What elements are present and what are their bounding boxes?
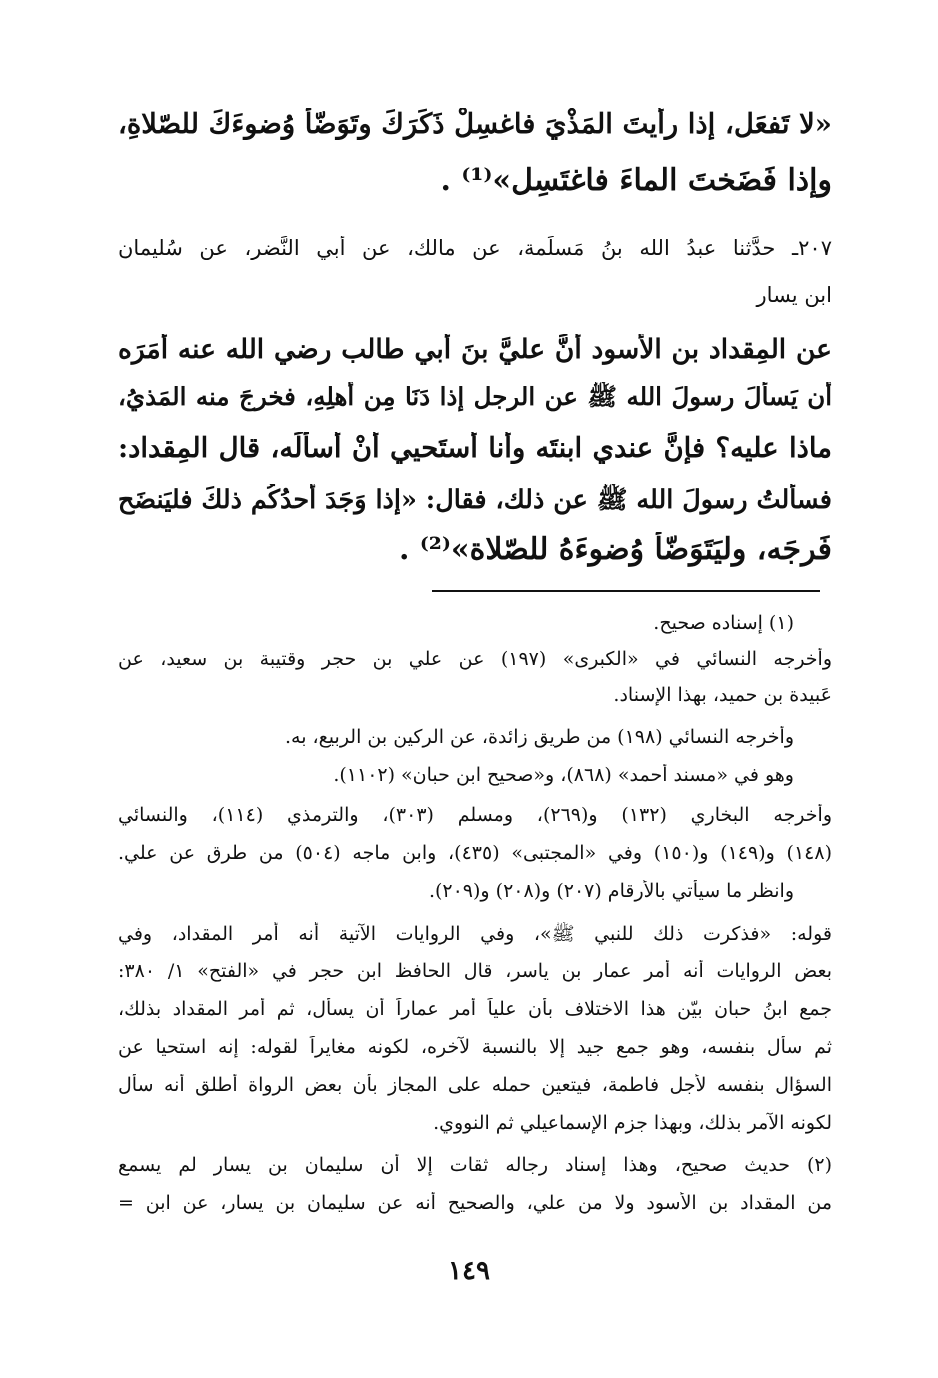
footnote-line-14: لكونه الآمر بذلك، وبهذا جزم الإسماعيلي ثم النووي. — [433, 1112, 832, 1134]
footnote-line-2: وأخرجه النسائي في «الكبرى» (١٩٧) عن علي بن حجر وقتيبة بن سعيد، عن — [118, 648, 832, 670]
footnote-line-16: من المقداد بن الأسود ولا من علي، والصحيح أنه عن سليمان بن يسار، عن ابن = — [118, 1192, 832, 1214]
footnote-line-7: (١٤٨) و(١٤٩) و(١٥٠) وفي «المجتبى» (٤٣٥)، وابن ماجه (٥٠٤) من طرق عن علي. — [118, 842, 832, 864]
footnote-line-13: السؤال بنفسه لأجل فاطمة، فيتعين حمله على المجاز بأن بعض الرواة أطلق أنه سأل — [118, 1074, 832, 1096]
footnote-line-10: بعض الروايات أنه أمر عمار بن ياسر، قال الحافظ ابن حجر في «الفتح» ١/ ٣٨٠: — [118, 960, 832, 982]
page-number: ١٤٩ — [448, 1256, 490, 1286]
footnote-line-1: (١) إسناده صحيح. — [653, 612, 794, 634]
isnad-line-2: ابن يسار — [756, 283, 832, 307]
footnote-line-9: قوله: «فذكرت ذلك للنبي ﷺ»، وفي الروايات الآتية أنه أمر المقداد، وفي — [118, 923, 832, 945]
footnote-line-15: (٢) حديث صحيح، وهذا إسناد رجاله ثقات إلا أن سليمان بن يسار لم يسمع — [118, 1154, 832, 1176]
hadith-text-line-4: أن يَسألَ رسولَ الله ﷺ عن الرجل إذا دَنَا مِن أهلِهِ، فخرجَ منه المَذيُ، — [118, 382, 832, 411]
footnote-line-6: وأخرجه البخاري (١٣٢) و(٢٦٩)، ومسلم (٣٠٣)، والترمذي (١١٤)، والنسائي — [118, 804, 832, 826]
footnote-line-3: عَبيدة بن حميد، بهذا الإسناد. — [613, 684, 832, 706]
hadith-text-line-1: «لا تَفعَل، إذا رأيتَ المَذْيَ فاغسِلْ ذَكَرَكَ وتَوَضّأ وُضوءَكَ للصّلاةِ، — [118, 108, 832, 140]
footnote-separator — [432, 590, 820, 592]
footnote-line-11: جمع ابنُ حبان بيّن هذا الاختلاف بأن علياً أمر عماراً أن يسأل، ثم أمر المقداد بذلك، — [118, 998, 832, 1020]
footnote-line-5: وهو في «مسند أحمد» (٨٦٨)، و«صحيح ابن حبان» (١١٠٢). — [333, 764, 794, 786]
hadith-text-line-7: فَرجَه، وليَتَوَضّأ وُضوءَهُ للصّلاة»⁽²⁾ . — [398, 532, 832, 567]
hadith-text-line-2: وإذا فَضَختَ الماءَ فاغتَسِل»⁽¹⁾ . — [440, 163, 832, 198]
isnad-line-1: ٢٠٧ـ حدَّثنا عبدُ الله بنُ مَسلَمة، عن مالك، عن أبي النَّضر، عن سُليمان — [118, 236, 832, 260]
footnote-line-8: وانظر ما سيأتي بالأرقام (٢٠٧) و(٢٠٨) و(٢٠٩). — [428, 880, 794, 902]
footnote-line-12: ثم سأل بنفسه، وهو جمع جيد إلا بالنسبة لآخره، لكونه مغايراً لقوله: إنه استحيا عن — [118, 1036, 832, 1058]
hadith-text-line-6: فسألتُ رسولَ الله ﷺ عن ذلك، فقال: «إذا وَجَدَ أحدُكُم ذلكَ فليَنضَح — [118, 485, 832, 515]
hadith-text-line-3: عن المِقداد بن الأسود أنَّ عليَّ بنَ أبي طالب رضي الله عنه أَمَرَه — [118, 334, 832, 365]
hadith-text-line-5: ماذا عليه؟ فإنَّ عندي ابنتَه وأنا أستَحيي أنْ أسألَه، قال المِقداد: — [118, 432, 832, 464]
footnote-line-4: وأخرجه النسائي (١٩٨) من طريق زائدة، عن الركين بن الربيع، به. — [285, 726, 794, 748]
